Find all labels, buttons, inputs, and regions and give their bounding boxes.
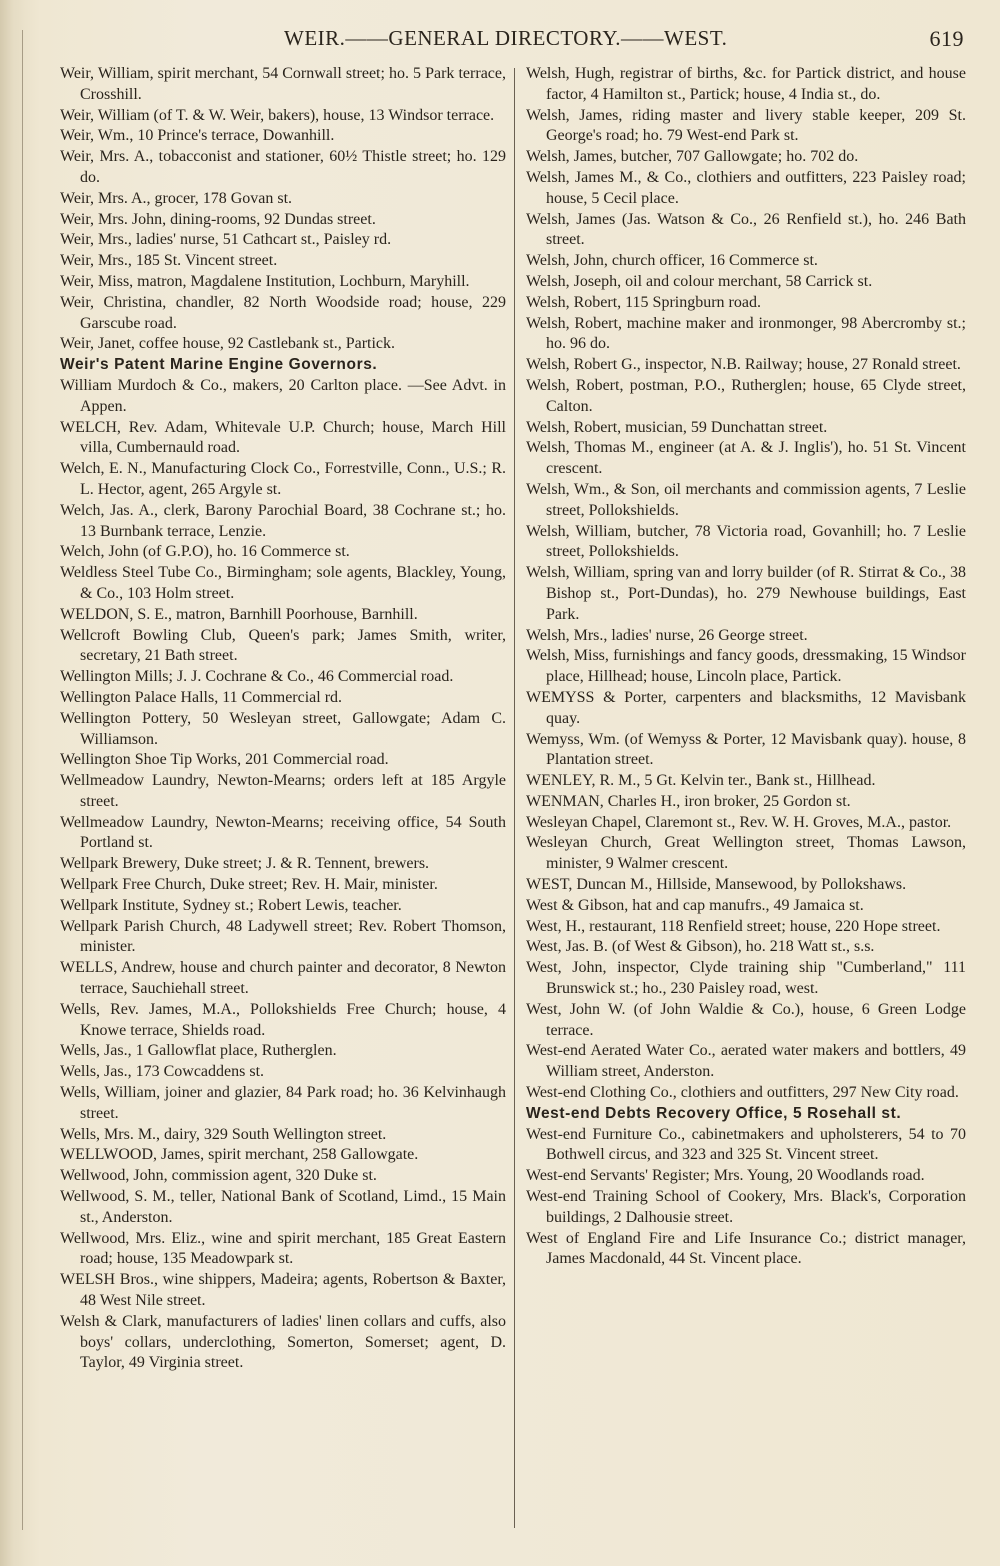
directory-entry: Welsh, William, spring van and lorry builder (of R. Stirrat & Co., 38 Bishop st., Port-Dundas), ho. 279 Newhouse buildings, East Park.: [526, 564, 966, 623]
directory-entry: West-end Training School of Cookery, Mrs. Black's, Corporation buildings, 2 Dalhousie street.: [526, 1188, 966, 1226]
directory-entry: Weir, Mrs. John, dining-rooms, 92 Dundas street.: [60, 210, 376, 228]
directory-entry: WENLEY, R. M., 5 Gt. Kelvin ter., Bank st., Hillhead.: [526, 772, 876, 790]
directory-entry: WELDON, S. E., matron, Barnhill Poorhouse, Barnhill.: [60, 605, 418, 623]
column-divider: [514, 68, 515, 1528]
directory-entry: Weir, Miss, matron, Magdalene Institution, Lochburn, Maryhill.: [60, 272, 470, 290]
directory-entry: Weir, Christina, chandler, 82 North Woodside road; house, 229 Garscube road.: [60, 293, 506, 332]
directory-entry: Welsh, Hugh, registrar of births, &c. for Partick district, and house factor, 4 Hamilton st., Partick; house, 4 India st., do.: [526, 65, 966, 103]
directory-entry: Welsh & Clark, manufacturers of ladies' linen collars and cuffs, also boys' collars, underclothing, Somerton, Somerset; agent, D. Taylor, 49 Virginia street.: [60, 1312, 506, 1372]
directory-entry: Wells, Jas., 1 Gallowflat place, Rutherglen.: [60, 1042, 337, 1060]
page-header: [284, 24, 964, 58]
directory-entry: Welsh, Joseph, oil and colour merchant, 58 Carrick st.: [526, 272, 873, 290]
directory-entry: WELCH, Rev. Adam, Whitevale U.P. Church; house, March Hill villa, Cumbernauld road.: [60, 418, 506, 457]
directory-entry: Welsh, James, riding master and livery stable keeper, 209 St. George's road; ho. 79 West-end Park st.: [526, 106, 966, 145]
binding-edge-line: [22, 30, 23, 1530]
directory-entry: Wellwood, John, commission agent, 320 Duke st.: [60, 1167, 377, 1185]
directory-entry: Welsh, James, butcher, 707 Gallowgate; ho. 702 do.: [526, 148, 859, 166]
directory-entry: Welsh, Robert, postman, P.O., Rutherglen; house, 65 Clyde street, Calton.: [526, 376, 966, 415]
directory-entry: Welsh, James (Jas. Watson & Co., 26 Renfield st.), ho. 246 Bath street.: [526, 210, 966, 249]
directory-entry: Weir, Mrs., ladies' nurse, 51 Cathcart st., Paisley rd.: [60, 231, 392, 249]
directory-entry: William Murdoch & Co., makers, 20 Carlton place. —See Advt. in Appen.: [60, 376, 506, 415]
left-column: [60, 64, 506, 1374]
directory-entry: Weir, Wm., 10 Prince's terrace, Dowanhill.: [60, 127, 335, 145]
directory-entry: West, H., restaurant, 118 Renfield street; house, 220 Hope street.: [526, 917, 941, 935]
directory-entry: Welsh, John, church officer, 16 Commerce st.: [526, 252, 818, 270]
directory-entry-bold: Weir's Patent Marine Engine Governors.: [60, 356, 378, 374]
directory-entry: Weir, Mrs. A., tobacconist and stationer, 60½ Thistle street; ho. 129 do.: [60, 148, 506, 186]
directory-entry: West-end Servants' Register; Mrs. Young, 20 Woodlands road.: [526, 1167, 925, 1185]
directory-entry: Welsh, William, butcher, 78 Victoria road, Govanhill; ho. 7 Leslie street, Pollokshields.: [526, 522, 966, 561]
directory-entry: Weir, William (of T. & W. Weir, bakers), house, 13 Windsor terrace.: [60, 106, 495, 124]
directory-entry: West, John, inspector, Clyde training ship "Cumberland," 111 Brunswick st.; ho., 230 Paisley road, west.: [526, 959, 966, 998]
directory-entry: WELLS, Andrew, house and church painter and decorator, 8 Newton terrace, Sauchiehall street.: [60, 959, 506, 998]
directory-entry: Wells, Mrs. M., dairy, 329 South Wellington street.: [60, 1125, 387, 1143]
directory-entry: Wellpark Free Church, Duke street; Rev. H. Mair, minister.: [60, 876, 438, 894]
directory-entry: Wellpark Brewery, Duke street; J. & R. Tennent, brewers.: [60, 855, 430, 873]
directory-entry: Wemyss, Wm. (of Wemyss & Porter, 12 Mavisbank quay). house, 8 Plantation street.: [526, 730, 966, 769]
directory-entry: Welch, John (of G.P.O), ho. 16 Commerce st.: [60, 543, 350, 561]
directory-entry: West & Gibson, hat and cap manufrs., 49 Jamaica st.: [526, 896, 864, 914]
directory-entry: Wells, William, joiner and glazier, 84 Park road; ho. 36 Kelvinhaugh street.: [60, 1084, 506, 1122]
directory-entry: Wellwood, Mrs. Eliz., wine and spirit merchant, 185 Great Eastern road; house, 135 Meadowpark st.: [60, 1229, 506, 1268]
directory-entry: Wells, Rev. James, M.A., Pollokshields Free Church; house, 4 Knowe terrace, Shields road.: [60, 1000, 506, 1039]
directory-entry: Welsh, James M., & Co., clothiers and outfitters, 223 Paisley road; house, 5 Cecil place.: [526, 168, 966, 207]
directory-entry: Wesleyan Chapel, Claremont st., Rev. W. H. Groves, M.A., pastor.: [526, 813, 952, 831]
directory-entry: WELLWOOD, James, spirit merchant, 258 Gallowgate.: [60, 1146, 419, 1164]
directory-entry: Wellington Shoe Tip Works, 201 Commercial road.: [60, 751, 389, 769]
directory-entry: Weir, Mrs., 185 St. Vincent street.: [60, 252, 278, 270]
directory-entry: Weir, Janet, coffee house, 92 Castlebank st., Partick.: [60, 335, 396, 353]
directory-entry: Welsh, Wm., & Son, oil merchants and commission agents, 7 Leslie street, Pollokshields.: [526, 480, 966, 519]
directory-entry: West-end Clothing Co., clothiers and outfitters, 297 New City road.: [526, 1084, 959, 1102]
directory-entry: Welsh, Thomas M., engineer (at A. & J. Inglis'), ho. 51 St. Vincent crescent.: [526, 439, 966, 478]
directory-entry: WEMYSS & Porter, carpenters and blacksmiths, 12 Mavisbank quay.: [526, 688, 966, 727]
directory-entry: WEST, Duncan M., Hillside, Mansewood, by Pollokshaws.: [526, 876, 907, 894]
directory-entry: West, Jas. B. (of West & Gibson), ho. 218 Watt st., s.s.: [526, 938, 875, 956]
directory-entry: Welsh, Robert, machine maker and ironmonger, 98 Abercromby st.; ho. 96 do.: [526, 314, 966, 353]
page-binding-shadow: [0, 0, 24, 1566]
directory-entry: Welsh, Robert, 115 Springburn road.: [526, 293, 761, 311]
directory-entry: Welsh, Robert G., inspector, N.B. Railway; house, 27 Ronald street.: [526, 356, 961, 374]
directory-entry: Wellmeadow Laundry, Newton-Mearns; receiving office, 54 South Portland st.: [60, 813, 506, 852]
directory-entry: West of England Fire and Life Insurance Co.; district manager, James Macdonald, 44 St. Vincent place.: [526, 1229, 966, 1268]
directory-entry: Welsh, Miss, furnishings and fancy goods, dressmaking, 15 Windsor place, Hillhead; house, Lincoln place, Partick.: [526, 647, 966, 686]
running-head: WEIR.——GENERAL DIRECTORY.——WEST.: [284, 26, 728, 50]
directory-entry: Welch, Jas. A., clerk, Barony Parochial Board, 38 Cochrane st.; ho. 13 Burnbank terrace, Lenzie.: [60, 501, 506, 540]
directory-entry: West-end Aerated Water Co., aerated water makers and bottlers, 49 William street, Anderston.: [526, 1042, 966, 1081]
directory-entry: Welsh, Mrs., ladies' nurse, 26 George street.: [526, 626, 808, 644]
directory-entry: Weldless Steel Tube Co., Birmingham; sole agents, Blackley, Young, & Co., 103 Holm street.: [60, 564, 506, 602]
directory-entry: West, John W. (of John Waldie & Co.), house, 6 Green Lodge terrace.: [526, 1000, 966, 1039]
directory-entry: Welsh, Robert, musician, 59 Dunchattan street.: [526, 418, 828, 436]
directory-entry: WELSH Bros., wine shippers, Madeira; agents, Robertson & Baxter, 48 West Nile street.: [60, 1271, 506, 1310]
directory-entry: Weir, William, spirit merchant, 54 Cornwall street; ho. 5 Park terrace, Crosshill.: [60, 65, 506, 103]
directory-entry: Wesleyan Church, Great Wellington street, Thomas Lawson, minister, 9 Walmer crescent.: [526, 834, 966, 873]
directory-entry: Wellington Pottery, 50 Wesleyan street, Gallowgate; Adam C. Williamson.: [60, 709, 506, 748]
directory-entry: Wellmeadow Laundry, Newton-Mearns; orders left at 185 Argyle street.: [60, 772, 506, 810]
directory-entry: Wellington Palace Halls, 11 Commercial rd.: [60, 688, 343, 706]
directory-entry-bold: West-end Debts Recovery Office, 5 Rosehall st.: [526, 1104, 902, 1122]
right-column: [526, 64, 966, 1270]
directory-entry: Wellpark Parish Church, 48 Ladywell street; Rev. Robert Thomson, minister.: [60, 917, 506, 956]
directory-entry: Welch, E. N., Manufacturing Clock Co., Forrestville, Conn., U.S.; R. L. Hector, agent, 265 Argyle st.: [60, 460, 506, 498]
directory-entry: Wellpark Institute, Sydney st.; Robert Lewis, teacher.: [60, 896, 402, 914]
directory-entry: Wells, Jas., 173 Cowcaddens st.: [60, 1063, 265, 1081]
directory-entry: West-end Furniture Co., cabinetmakers and upholsterers, 54 to 70 Bothwell circus, and 323 and 325 St. Vincent street.: [526, 1125, 966, 1164]
directory-entry: Wellwood, S. M., teller, National Bank of Scotland, Limd., 15 Main st., Anderston.: [60, 1188, 506, 1226]
directory-entry: Wellcroft Bowling Club, Queen's park; James Smith, writer, secretary, 21 Bath street.: [60, 626, 506, 665]
directory-entry: WENMAN, Charles H., iron broker, 25 Gordon st.: [526, 792, 851, 810]
directory-entry: Wellington Mills; J. J. Cochrane & Co., 46 Commercial road.: [60, 668, 454, 686]
page-number: 619: [929, 26, 964, 51]
directory-entry: Weir, Mrs. A., grocer, 178 Govan st.: [60, 189, 293, 207]
